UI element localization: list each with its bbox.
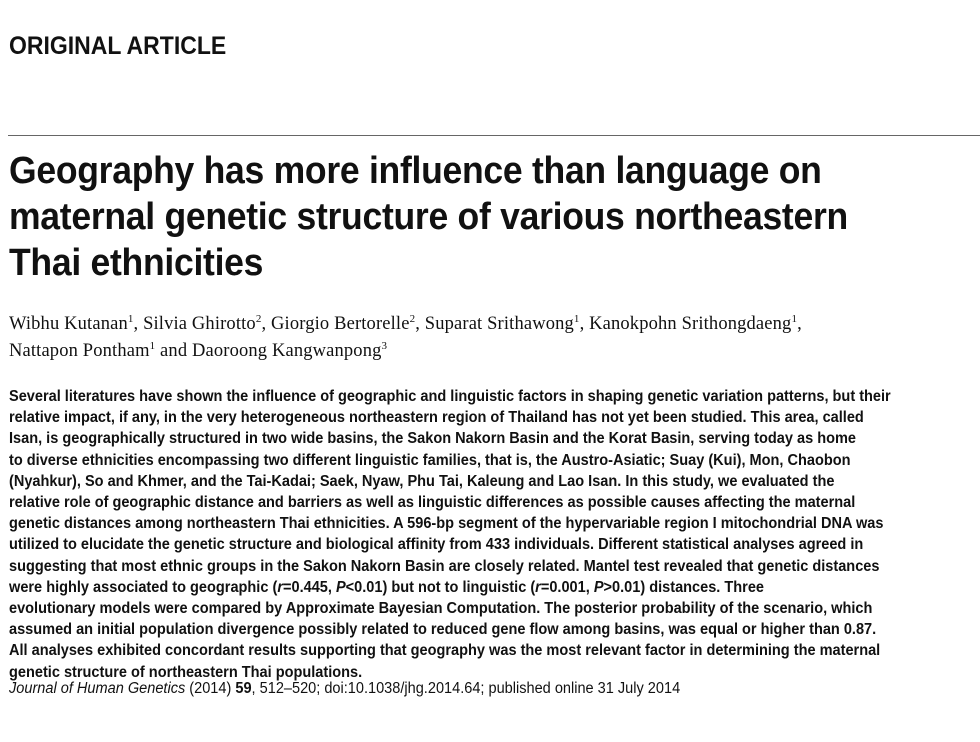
author-name: Wibhu Kutanan: [9, 314, 128, 334]
header-divider: [8, 135, 980, 136]
abstract-line: All analyses exhibited concordant results supporting that geography was the most relevant factor in determining the maternal: [9, 642, 881, 660]
author-name: Giorgio Bertorelle: [271, 314, 410, 334]
affiliation-mark: 1: [573, 313, 580, 325]
author-separator: ,: [415, 314, 425, 334]
affiliation-mark: 1: [149, 340, 156, 352]
abstract-line: (Nyahkur), So and Khmer, and the Tai-Kadai; Saek, Nyaw, Phu Tai, Kaleung and Lao Isan. In this study, we evaluated the: [9, 472, 835, 490]
abstract-line: genetic distances among northeastern Thai ethnicities. A 596-bp segment of the hypervariable region I mitochondrial DNA was: [9, 515, 884, 533]
stat-text: =0.001,: [540, 578, 594, 596]
author-name: Kanokpohn Srithongdaeng: [589, 314, 792, 334]
author-separator: ,: [133, 314, 144, 334]
author-separator: and: [155, 341, 192, 361]
author-list: [9, 311, 980, 365]
citation-volume: 59: [235, 680, 252, 697]
abstract-line: to diverse ethnicities encompassing two different linguistic families, that is, the Austro-Asiatic; Suay (Kui), Mon, Chaobon: [9, 451, 851, 469]
abstract-line: genetic structure of northeastern Thai populations.: [9, 663, 363, 681]
journal-name: Journal of Human Genetics: [9, 680, 186, 697]
stat-symbol: P: [593, 578, 604, 596]
stat-text: =0.445,: [283, 578, 336, 596]
title-line: Thai ethnicities: [9, 242, 264, 284]
stat-text: <0.01) but not to linguistic (: [345, 578, 536, 596]
article-title: [9, 148, 963, 286]
stat-text: were highly associated to geographic (: [9, 578, 278, 596]
stat-symbol: r: [535, 578, 541, 596]
author-separator: ,: [579, 314, 590, 334]
abstract-line: relative role of geographic distance and barriers as well as linguistic differences as possible causes affecting the maternal: [9, 494, 856, 512]
affiliation-mark: 1: [791, 313, 798, 325]
stat-symbol: r: [277, 578, 284, 596]
author-separator: ,: [797, 314, 802, 334]
abstract-line: assumed an initial population divergence possibly related to reduced gene flow among basins, was equal or higher than 0.87.: [9, 621, 877, 639]
author-name: Nattapon Pontham: [9, 341, 150, 361]
section-label: ORIGINAL ARTICLE: [9, 32, 227, 60]
author-separator: ,: [261, 314, 272, 334]
citation-year: (2014): [185, 680, 236, 697]
stat-symbol: P: [335, 578, 346, 596]
affiliation-mark: 2: [409, 313, 416, 325]
citation-details: , 512–520; doi:10.1038/jhg.2014.64; published online 31 July 2014: [251, 680, 681, 697]
title-line: maternal genetic structure of various northeastern: [9, 196, 848, 238]
affiliation-mark: 1: [127, 313, 134, 325]
author-name: Silvia Ghirotto: [143, 314, 256, 334]
abstract-line: Several literatures have shown the influence of geographic and linguistic factors in shaping genetic variation patterns, but their: [9, 388, 891, 405]
abstract-line: relative impact, if any, in the very heterogeneous northeastern region of Thailand has not yet been studied. This area, called: [9, 409, 864, 427]
author-line: [9, 311, 980, 338]
abstract-line: evolutionary models were compared by Approximate Bayesian Computation. The posterior probability of the scenario, which: [9, 600, 873, 618]
affiliation-mark: 2: [255, 313, 262, 325]
author-line: [9, 338, 980, 365]
abstract-line: utilized to elucidate the genetic structure and biological affinity from 433 individuals. Different statistical analyses agreed in: [9, 536, 864, 554]
abstract-stat-line: [9, 577, 980, 598]
journal-citation: [9, 678, 954, 699]
author-name: Daoroong Kangwanpong: [192, 341, 382, 361]
abstract-line: Isan, is geographically structured in two wide basins, the Sakon Nakorn Basin and the Korat Basin, serving today as home: [9, 430, 857, 448]
author-name: Suparat Srithawong: [424, 314, 574, 334]
abstract: [9, 386, 980, 683]
abstract-line: suggesting that most ethnic groups in the Sakon Nakorn Basin are closely related. Mantel test revealed that genetic distances: [9, 557, 880, 575]
title-line: Geography has more influence than language on: [9, 150, 822, 192]
stat-text: >0.01) distances. Three: [603, 578, 764, 596]
affiliation-mark: 3: [381, 340, 388, 352]
